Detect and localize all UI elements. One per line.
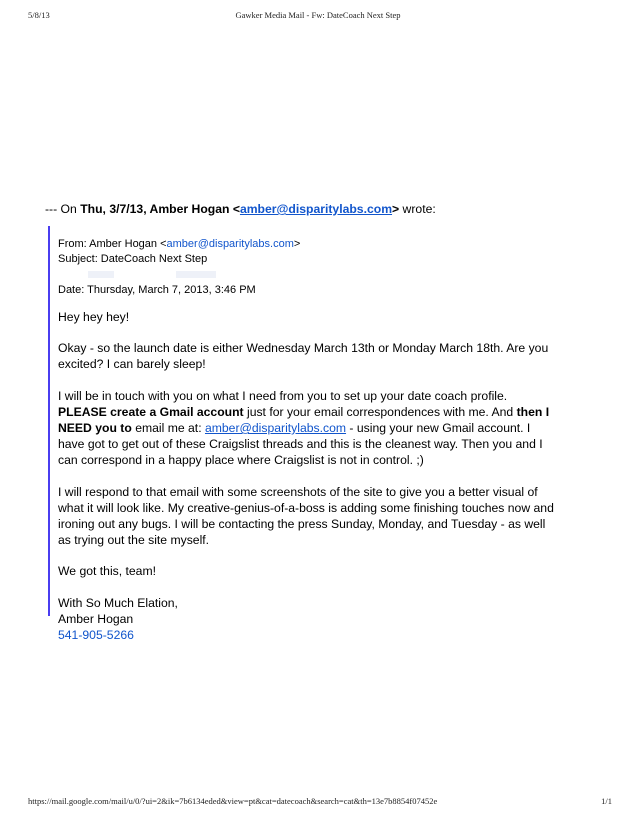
signoff: With So Much Elation, xyxy=(58,595,178,610)
forward-date-author: Thu, 3/7/13, Amber Hogan < xyxy=(80,202,240,216)
phone-link[interactable]: 541-905-5266 xyxy=(58,628,134,643)
signature-name: Amber Hogan xyxy=(58,611,134,626)
from-email-link[interactable]: amber@disparitylabs.com xyxy=(166,238,294,250)
paragraph-launch-date: Okay - so the launch date is either Wednesday March 13th or Monday March 18th. Are you excited? I can barely sleep! xyxy=(58,341,549,372)
date-line: Date: Thursday, March 7, 2013, 3:46 PM xyxy=(58,284,256,296)
print-date: 5/8/13 xyxy=(28,10,50,20)
body-email-link[interactable]: amber@disparitylabs.com xyxy=(204,421,347,436)
redaction-mark xyxy=(88,271,114,278)
forward-email-link[interactable]: amber@disparitylabs.com xyxy=(239,202,393,216)
paragraph-team: We got this, team! xyxy=(58,564,156,579)
redaction-mark xyxy=(176,271,216,278)
paragraph-gmail-request: I will be in touch with you on what I need from you to set up your date coach profile. PLEASE create a Gmail account just for your email correspondences with me. And then I NEED you to email me at: amber@disparitylabs.com - using your new Gmail account. I have got to get out of these Craigslist threads and this is the cleanest way. Then you and I can correspond in a happy place where Craigslist is not in control. ;) xyxy=(58,388,550,468)
greeting: Hey hey hey! xyxy=(58,310,130,324)
from-line: From: Amber Hogan <amber@disparitylabs.com> xyxy=(58,238,301,250)
forward-attribution: --- On Thu, 3/7/13, Amber Hogan <amber@disparitylabs.com> wrote: xyxy=(45,202,436,216)
print-url: https://mail.google.com/mail/u/0/?ui=2&ik=7b6134eded&view=pt&cat=datecoach&search=cat&th=13e7b8854f07452e xyxy=(28,796,438,806)
paragraph-screenshots: I will respond to that email with some screenshots of the site to give you a better visual of what it will look like. My creative-genius-of-a-boss is adding some finishing touches now and ironing out any bugs. I will be contacting the press Sunday, Monday, and Tuesday - as well as trying out the site myself. xyxy=(58,484,554,548)
subject-line: Subject: DateCoach Next Step xyxy=(58,253,208,265)
redacted-line xyxy=(58,267,558,283)
message-meta xyxy=(58,237,558,298)
print-title: Gawker Media Mail - Fw: DateCoach Next Step xyxy=(235,10,401,20)
page-number: 1/1 xyxy=(601,796,612,806)
message-body xyxy=(58,309,558,643)
quoted-message xyxy=(48,226,570,643)
